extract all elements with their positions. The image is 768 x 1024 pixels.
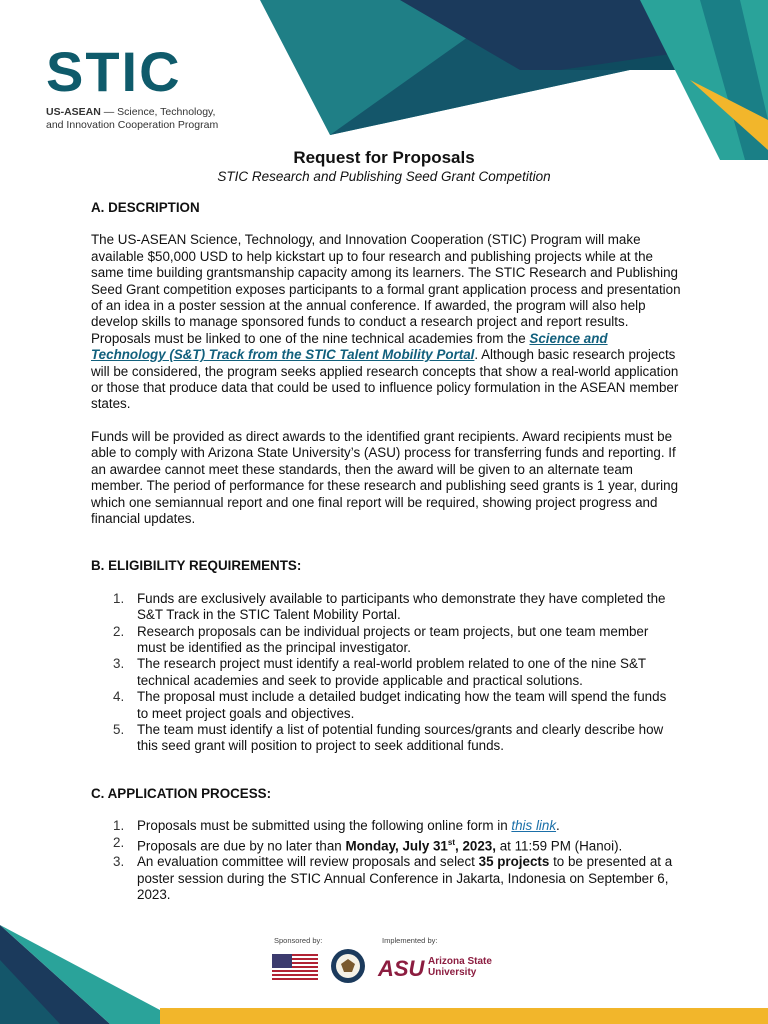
section-a-paragraph-2: Funds will be provided as direct awards to the identified grant recipients. Award recipients must be able to comply with Arizona State University’s (ASU) process for transferring funds and reporting. If an awardee cannot meet these standards, then the award will be given to an alternate team member. The period of performance for these research and publishing seed grants is 1 year, during which one semiannual report and one final report will be required, showing project progress and financial updates. <box>91 428 679 526</box>
application-list <box>91 818 681 904</box>
list-text: at 11:59 PM (Hanoi). <box>495 838 623 854</box>
list-text: to be presented at a poster session during the STIC Annual Conference in Jakarta, Indonesia on September 6, 2023. <box>137 854 673 903</box>
p1-text-after: . Although basic research projects will be considered, the program seeks applied research concepts that show a real-world application or those that produce data that could be used to influence policy formulation in the ASEAN member states. <box>91 347 679 412</box>
us-flag-icon <box>272 954 318 980</box>
list-item <box>91 591 681 624</box>
list-item <box>91 818 681 834</box>
list-number: 3. <box>113 854 125 870</box>
list-number: 1. <box>113 818 125 834</box>
implemented-by-label: Implemented by: <box>382 936 438 945</box>
page-title: Request for Proposals <box>293 148 475 167</box>
p1-text-before: The US-ASEAN Science, Technology, and Innovation Cooperation (STIC) Program will make available $50,000 USD to help kickstart up to four research and publishing projects while at the same time building grantsmanship capacity among its learners. The STIC Research and Publishing Seed Grant competition exposes participants to a formal grant application process and presentation of an idea in a poster session at the annual conference. If awarded, the program will also help develop skills to manage sponsored funds to conduct a research project and report results. Proposals must be linked to one of the nine technical academies from the <box>91 232 681 346</box>
list-item <box>91 854 681 903</box>
asu-name-line2: University <box>428 967 477 978</box>
section-a-heading: A. DESCRIPTION <box>91 200 200 215</box>
list-item <box>91 835 681 855</box>
logo-subtitle-rest: — Science, Technology, <box>100 106 216 118</box>
footer-gold-band <box>160 1008 768 1024</box>
list-text: An evaluation committee will review proposals and select <box>137 854 479 870</box>
list-text: Proposals must be submitted using the following online form in <box>137 818 512 834</box>
sponsor-logos <box>160 926 610 1008</box>
section-c-heading: C. APPLICATION PROCESS: <box>91 785 272 801</box>
talent-portal-link[interactable]: Science and Technology (S&T) Track from the STIC Talent Mobility Portal <box>91 330 608 363</box>
due-date-year: , 2023, <box>455 838 496 854</box>
sponsored-by-label: Sponsored by: <box>274 936 323 945</box>
list-text: Proposals are due by no later than <box>137 838 346 854</box>
list-item <box>91 722 681 755</box>
asu-name-line1: Arizona State <box>428 956 492 967</box>
list-text: The research project must identify a real-world problem related to one of the nine S&T technical academies and seek to provide applicable and practical solutions. <box>137 656 646 688</box>
list-item <box>91 624 681 657</box>
list-number: 1. <box>113 590 125 606</box>
list-text: The team must identify a list of potential funding sources/grants and clearly describe how this seed grant will position to project to seek additional funds. <box>137 721 664 754</box>
project-count: 35 projects <box>478 854 550 870</box>
logo-subtitle <box>46 106 218 132</box>
document-body <box>91 200 681 904</box>
asu-logo-mark: ASU <box>378 956 425 981</box>
logo-wordmark: STIC <box>46 40 182 103</box>
list-text: . <box>556 818 560 834</box>
due-date-suffix: st <box>447 837 456 847</box>
stic-logo <box>46 40 219 132</box>
list-number: 3. <box>113 656 125 672</box>
page-subtitle: STIC Research and Publishing Seed Grant Competition <box>217 169 551 184</box>
due-date: Monday, July 31 <box>345 838 448 854</box>
eligibility-list <box>91 591 681 755</box>
list-number: 2. <box>113 834 125 850</box>
logo-subtitle-line2: and Innovation Cooperation Program <box>46 119 219 131</box>
list-text: Funds are exclusively available to participants who demonstrate they have completed the S&T Track in the STIC Talent Mobility Portal. <box>137 590 666 623</box>
section-b-heading: B. ELIGIBILITY REQUIREMENTS: <box>91 558 302 574</box>
online-form-link[interactable]: this link <box>511 818 557 834</box>
list-text: Research proposals can be individual projects or team projects, but one team member must be identified as the principal investigator. <box>137 623 649 655</box>
state-department-seal-icon <box>330 948 366 984</box>
list-text: The proposal must include a detailed budget indicating how the team will spend the funds to meet project goals and objectives. <box>137 689 667 721</box>
list-item <box>91 656 681 689</box>
list-number: 5. <box>113 721 125 737</box>
list-number: 2. <box>113 623 125 639</box>
list-number: 4. <box>113 689 125 705</box>
section-a-paragraph-1 <box>91 232 681 412</box>
logo-subtitle-bold: US-ASEAN <box>46 106 101 118</box>
asu-logo-name <box>428 956 492 978</box>
list-item <box>91 689 681 722</box>
